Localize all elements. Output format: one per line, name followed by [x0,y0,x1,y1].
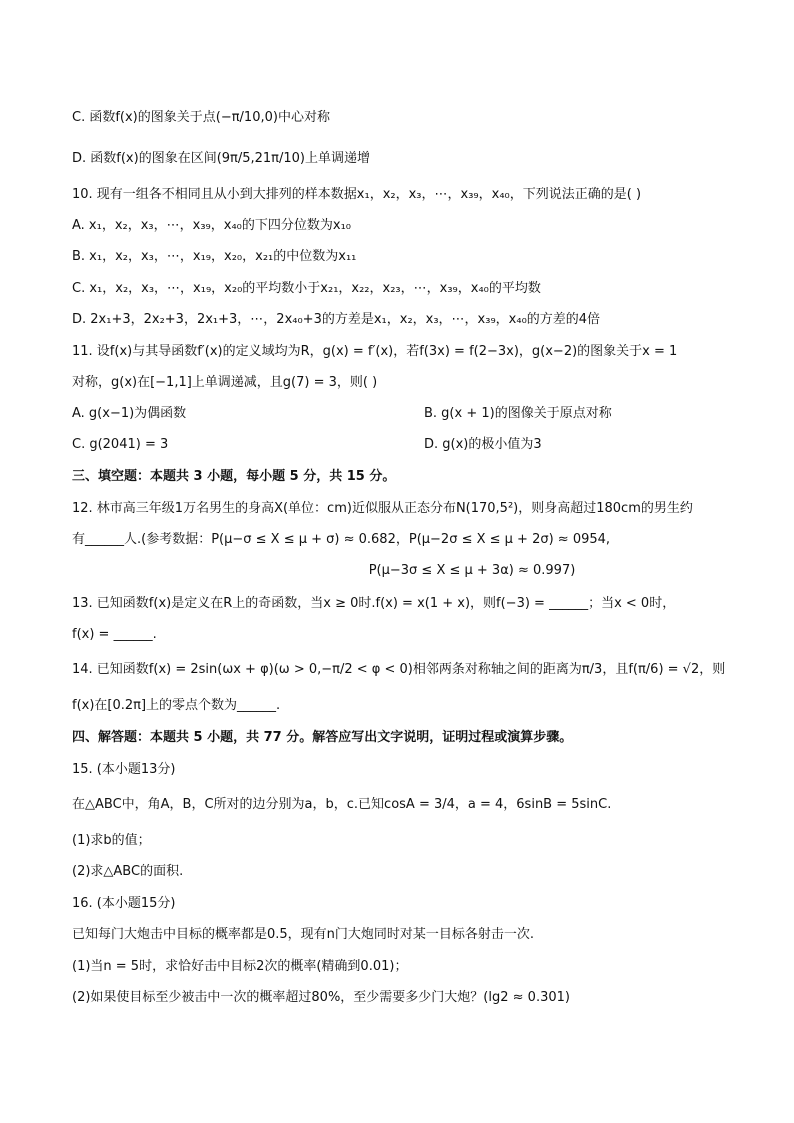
question-12: 12. 林市高三年级1万名男生的身高X(单位：cm)近似服从正态分布N(170,5²)，则身高超过180cm的男生约 [72,501,693,516]
question-11: 11. 设f(x)与其导函数f′(x)的定义域均为R，g(x) = f′(x)，若f(3x) = f(2−3x)，g(x−2)的图象关于x = 1 [72,344,678,359]
question-15-part2: (2)求△ABC的面积. [72,864,184,879]
question-14: 14. 已知函数f(x) = 2sin(ωx + φ)(ω > 0,−π/2 < φ < 0)相邻两条对称轴之间的距离为π/3，且f(π/6) = √2，则 [72,662,726,677]
option-10b: B. x₁，x₂，x₃，⋯，x₁₉，x₂₀，x₂₁的中位数为x₁₁ [72,249,357,264]
question-16-title: 16. (本小题15分) [72,896,176,911]
option-9d: D. 函数f(x)的图象在区间(9π/5,21π/10)上单调递增 [72,151,371,166]
option-11d: D. g(x)的极小值为3 [424,437,542,452]
option-11c: C. g(2041) = 3 [72,437,169,452]
option-10c: C. x₁，x₂，x₃，⋯，x₁₉，x₂₀的平均数小于x₂₁，x₂₂，x₂₃，⋯，x₃₉，x₄₀的平均数 [72,281,541,296]
option-11b: B. g(x + 1)的图像关于原点对称 [424,406,612,421]
section-heading-fill: 三、填空题：本题共 3 小题，每小题 5 分，共 15 分。 [72,469,396,484]
question-12-ref: P(μ−3σ ≤ X ≤ μ + 3α) ≈ 0.997) [368,563,576,578]
question-11-cont: 对称，g(x)在[−1,1]上单调递减，且g(7) = 3，则( ) [72,375,378,390]
question-16-body: 已知每门大炮击中目标的概率都是0.5，现有n门大炮同时对某一目标各射击一次. [72,927,535,942]
question-15-part1: (1)求b的值； [72,833,151,848]
question-10: 10. 现有一组各不相同且从小到大排列的样本数据x₁，x₂，x₃，⋯，x₃₉，x₄₀，下列说法正确的是( ) [72,187,642,202]
option-9c: C. 函数f(x)的图象关于点(−π/10,0)中心对称 [72,110,330,125]
option-11a: A. g(x−1)为偶函数 [72,406,187,421]
question-14-cont: f(x)在[0.2π]上的零点个数为______. [72,698,281,713]
question-15-body: 在△ABC中，角A，B，C所对的边分别为a，b，c.已知cosA = 3/4，a = 4，6sinB = 5sinC. [72,797,612,812]
section-heading-solve: 四、解答题：本题共 5 小题，共 77 分。解答应写出文字说明，证明过程或演算步骤。 [72,730,573,745]
question-12-cont: 有______人.(参考数据：P(μ−σ ≤ X ≤ μ + σ) ≈ 0.682，P(μ−2σ ≤ X ≤ μ + 2σ) ≈ 0954, [72,532,611,547]
options-11-row2 [72,436,734,454]
question-16-part2: (2)如果使目标至少被击中一次的概率超过80%，至少需要多少门大炮？(lg2 ≈ 0.301) [72,990,570,1005]
option-10a: A. x₁，x₂，x₃，⋯，x₃₉，x₄₀的下四分位数为x₁₀ [72,218,351,233]
question-16-part1: (1)当n = 5时，求恰好击中目标2次的概率(精确到0.01)； [72,959,408,974]
question-15-title: 15. (本小题13分) [72,762,176,777]
question-13-cont: f(x) = ______. [72,627,157,642]
question-13: 13. 已知函数f(x)是定义在R上的奇函数，当x ≥ 0时.f(x) = x(1 + x)，则f(−3) = ______；当x < 0时， [72,596,676,611]
option-10d: D. 2x₁+3，2x₂+3，2x₁+3，⋯，2x₄₀+3的方差是x₁，x₂，x₃，⋯，x₃₉，x₄₀的方差的4倍 [72,312,601,327]
options-11-row1 [72,405,734,423]
